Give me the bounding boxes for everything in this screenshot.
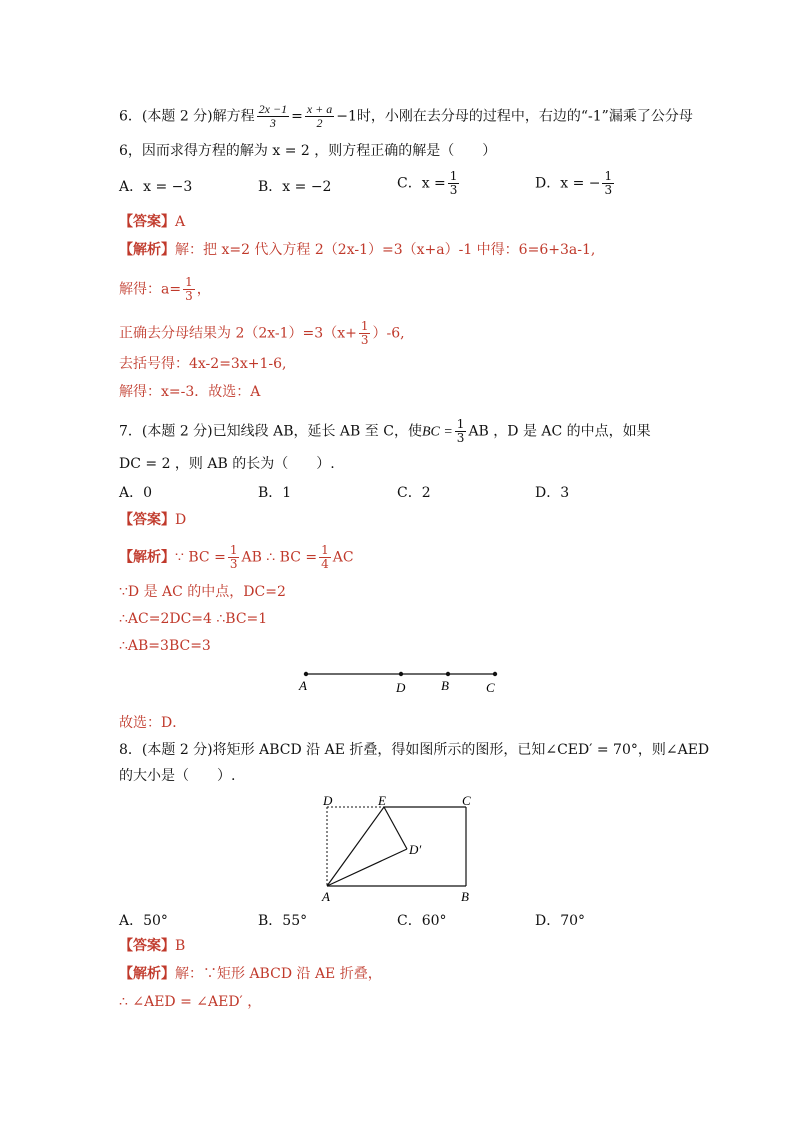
vertex-e-label: E (378, 793, 386, 808)
q7-analysis-line2: ∵D 是 AC 的中点，DC=2 (119, 584, 286, 600)
q6-analysis-line2: 解得：a= $\frac{1}{3}$ ， (119, 275, 211, 303)
point-a-label: A (299, 678, 307, 693)
q7-analysis-line4: ∴AB=3BC=3 (119, 638, 211, 654)
q8-option-d: D．70° (535, 913, 586, 929)
q6-stem-line1: 6．(本题 2 分)解方程 $\frac{2x -1}{3}$ = $\frac{x + a}{2}$ −1时，小刚在去分母的过程中，右边的“-1”漏乘了公分母 (119, 102, 693, 130)
q8-stem-line1: 8．(本题 2 分)将矩形 ABCD 沿 AE 折叠，得如图所示的图形，已知∠CED′ = 70°，则∠AED (119, 742, 710, 758)
edge-ed-prime (384, 807, 407, 849)
q7-segment-figure (296, 666, 506, 698)
fold-line-ae (327, 807, 384, 886)
edge-ad-prime (327, 849, 407, 886)
q6-stem-line2: 6，因而求得方程的解为 x = 2 ，则方程正确的解是（ ） (119, 143, 497, 159)
point-b-dot (446, 672, 450, 676)
q6-option-d: D．x = − $\frac{1}{3}$ (535, 169, 613, 197)
vertex-d-prime-label: D′ (409, 842, 422, 857)
q6-fraction-right: $\frac{x + a}{2}$ (306, 102, 333, 130)
vertex-a-label: A (322, 889, 330, 904)
vertex-b-label: B (461, 889, 469, 904)
q6-analysis-line3: 正确去分母结果为 2（2x-1）=3（x+ $\frac{1}{3}$ ）-6, (119, 319, 405, 347)
point-d-label: D (396, 680, 406, 695)
q7-stem-line1: 7．(本题 2 分)已知线段 AB，延长 AB 至 C，使BC = $\frac{1}{3}$ AB ，D 是 AC 的中点，如果 (119, 417, 651, 445)
q6-analysis-line5: 解得：x=-3．故选：A (119, 384, 261, 400)
q8-answer: 【答案】B (119, 938, 186, 954)
q7-option-a: A．0 (119, 485, 153, 501)
point-c-label: C (486, 680, 495, 695)
q7-options (119, 482, 719, 504)
q7-analysis-line3: ∴AC=2DC=4 ∴BC=1 (119, 611, 268, 627)
point-c-dot (493, 672, 497, 676)
q6-analysis-line4: 去括号得：4x-2=3x+1-6, (119, 356, 287, 372)
q8-stem-line2: 的大小是（ ）. (119, 768, 236, 784)
q8-option-c: C．60° (397, 913, 447, 929)
vertex-d-label: D (323, 793, 333, 808)
q8-analysis-line2: ∴ ∠AED = ∠AED′ ， (119, 994, 262, 1010)
q7-answer: 【答案】D (119, 512, 187, 528)
q7-option-d: D．3 (535, 485, 570, 501)
q6-answer: 【答案】A (119, 214, 186, 230)
q8-analysis-line1: 【解析】解：∵矩形 ABCD 沿 AE 折叠， (119, 966, 382, 982)
q7-stem-line2: DC = 2 ，则 AB 的长为（ ）. (119, 456, 335, 472)
q6-analysis-line1: 【解析】解：把 x=2 代入方程 2（2x-1）=3（x+a）-1 中得：6=6+3a-1, (119, 242, 596, 258)
vertex-c-label: C (462, 793, 471, 808)
q7-conclusion: 故选：D． (119, 715, 187, 731)
q7-analysis-line1: 【解析】∵ BC = $\frac{1}{3}$ AB ∴ BC = $\frac{1}{4}$ AC (119, 543, 354, 571)
q8-rectangle-figure (314, 792, 484, 907)
q7-option-b: B．1 (258, 485, 292, 501)
q6-fraction-left: $\frac{2x -1}{3}$ (258, 102, 288, 130)
q6-options (119, 169, 719, 206)
q6-option-b: B．x = −2 (258, 179, 332, 195)
point-b-label: B (441, 678, 449, 693)
q7-option-c: C．2 (397, 485, 431, 501)
q6-option-a: A．x = −3 (119, 179, 193, 195)
point-d-dot (399, 672, 403, 676)
q8-options (119, 910, 719, 932)
q6-option-c: C．x = $\frac{1}{3}$ (397, 169, 458, 197)
q8-option-b: B．55° (258, 913, 308, 929)
point-a-dot (304, 672, 308, 676)
q8-option-a: A．50° (119, 913, 168, 929)
